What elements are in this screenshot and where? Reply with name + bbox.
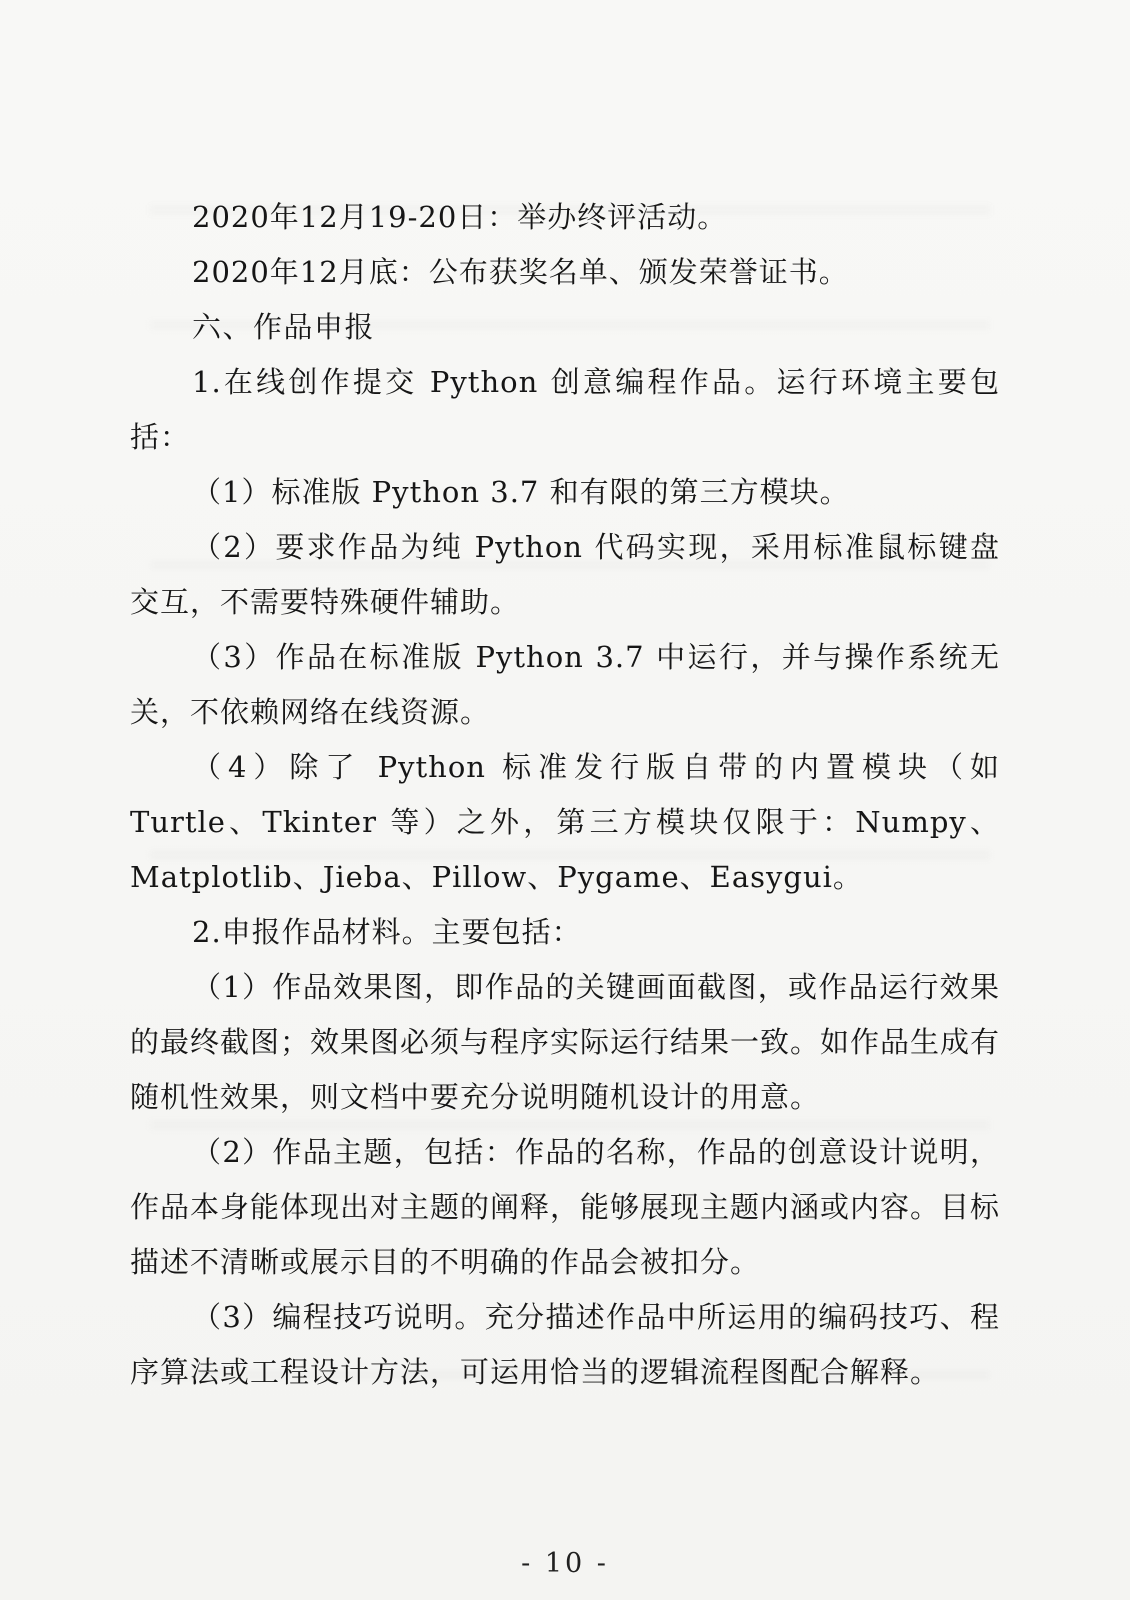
document-body bbox=[130, 190, 1000, 1400]
section-heading-submission: 六、作品申报 bbox=[192, 310, 376, 344]
paragraph-runtime-requirement-3: （3）作品在标准版 Python 3.7 中运行，并与操作系统无关，不依赖网络在线资源。 bbox=[130, 640, 1000, 729]
paragraph-runtime-requirement-2: （2）要求作品为纯 Python 代码实现，采用标准鼠标键盘交互，不需要特殊硬件辅助。 bbox=[130, 530, 1000, 619]
paragraph-submission-materials: 2.申报作品材料。主要包括： bbox=[192, 915, 582, 949]
schedule-final-evaluation: 2020年12月19-20日：举办终评活动。 bbox=[192, 200, 728, 234]
schedule-award-announcement: 2020年12月底：公布获奖名单、颁发荣誉证书。 bbox=[192, 255, 849, 289]
paragraph-material-programming-skills: （3）编程技巧说明。充分描述作品中所运用的编码技巧、程序算法或工程设计方法，可运用恰当的逻辑流程图配合解释。 bbox=[130, 1300, 1000, 1389]
paragraph-material-theme: （2）作品主题，包括：作品的名称，作品的创意设计说明，作品本身能体现出对主题的阐释，能够展现主题内涵或内容。目标描述不清晰或展示目的不明确的作品会被扣分。 bbox=[130, 1135, 1001, 1279]
paragraph-material-screenshot: （1）作品效果图，即作品的关键画面截图，或作品运行效果的最终截图；效果图必须与程序实际运行结果一致。如作品生成有随机性效果，则文档中要充分说明随机设计的用意。 bbox=[130, 970, 1001, 1114]
paragraph-online-submission: 1.在线创作提交 Python 创意编程作品。运行环境主要包括： bbox=[130, 365, 1000, 454]
page-number: - 10 - bbox=[521, 1548, 609, 1579]
paragraph-runtime-requirement-1: （1）标准版 Python 3.7 和有限的第三方模块。 bbox=[192, 475, 850, 509]
paragraph-runtime-requirement-4: （4）除了 Python 标准发行版自带的内置模块（如 Turtle、Tkinter 等）之外，第三方模块仅限于：Numpy、Matplotlib、Jieba、Pillow、Pygame、Easygui。 bbox=[130, 750, 1000, 894]
